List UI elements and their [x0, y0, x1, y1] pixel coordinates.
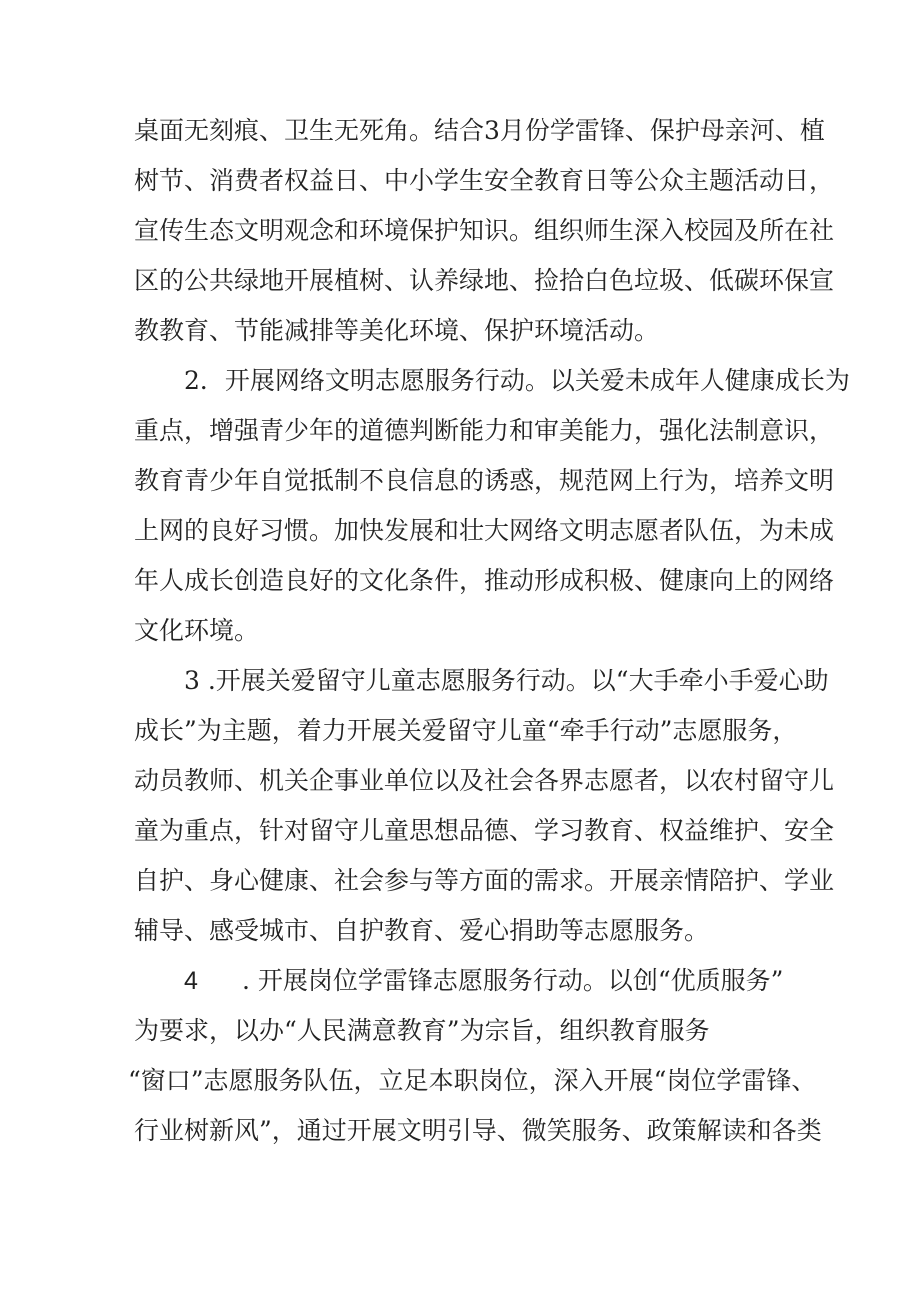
- text-line: 上网的良好习惯。加快发展和壮大网络文明志愿者队伍，为未成: [134, 516, 835, 545]
- text-line: 动员教师、机关企事业单位以及社会各界志愿者，以农村留守儿: [134, 766, 835, 795]
- text-line: 教育青少年自觉抵制不良信息的诱惑，规范网上行为，培养文明: [134, 466, 835, 495]
- text-line: 童为重点，针对留守儿童思想品德、学习教育、权益维护、安全: [134, 816, 835, 845]
- text-line: 桌面无刻痕、卫生无死角。结合3月份学雷锋、保护母亲河、植: [134, 116, 825, 145]
- text-line: 教教育、节能减排等美化环境、保护环境活动。: [134, 316, 660, 345]
- text-line: 辅导、感受城市、自护教育、爱心捐助等志愿服务。: [134, 916, 710, 945]
- paragraph-number: 4: [184, 967, 198, 995]
- text-line: 宣传生态文明观念和环境保护知识。组织师生深入校园及所在社: [134, 216, 835, 245]
- text-line: 重点，增强青少年的道德判断能力和审美能力，强化法制意识，: [134, 416, 835, 445]
- text-line: 区的公共绿地开展植树、认养绿地、捡拾白色垃圾、低碳环保宣: [134, 266, 835, 295]
- text-line: 自护、身心健康、社会参与等方面的需求。开展亲情陪护、学业: [134, 866, 835, 895]
- text-line: 3 .开展关爱留守儿童志愿服务行动。以“大手牵小手爱心助: [184, 666, 829, 695]
- text-line: . 开展岗位学雷锋志愿服务行动。以创“优质服务”: [242, 966, 784, 995]
- text-line: 文化环境。: [134, 616, 260, 645]
- text-line: 年人成长创造良好的文化条件，推动形成积极、健康向上的网络: [134, 566, 835, 595]
- text-line: 成长”为主题，着力开展关爱留守儿童“牵手行动”志愿服务，: [134, 716, 798, 745]
- text-line: 2．开展网络文明志愿服务行动。以关爱未成年人健康成长为: [184, 366, 850, 395]
- text-line: 树节、消费者权益日、中小学生安全教育日等公众主题活动日，: [134, 166, 835, 195]
- text-line: 行业树新风”，通过开展文明引导、微笑服务、政策解读和各类: [134, 1116, 822, 1145]
- text-line: “窗口”志愿服务队伍，立足本职岗位，深入开展“岗位学雷锋、: [128, 1066, 817, 1095]
- text-line: 为要求，以办“人民满意教育”为宗旨，组织教育服务: [134, 1016, 710, 1045]
